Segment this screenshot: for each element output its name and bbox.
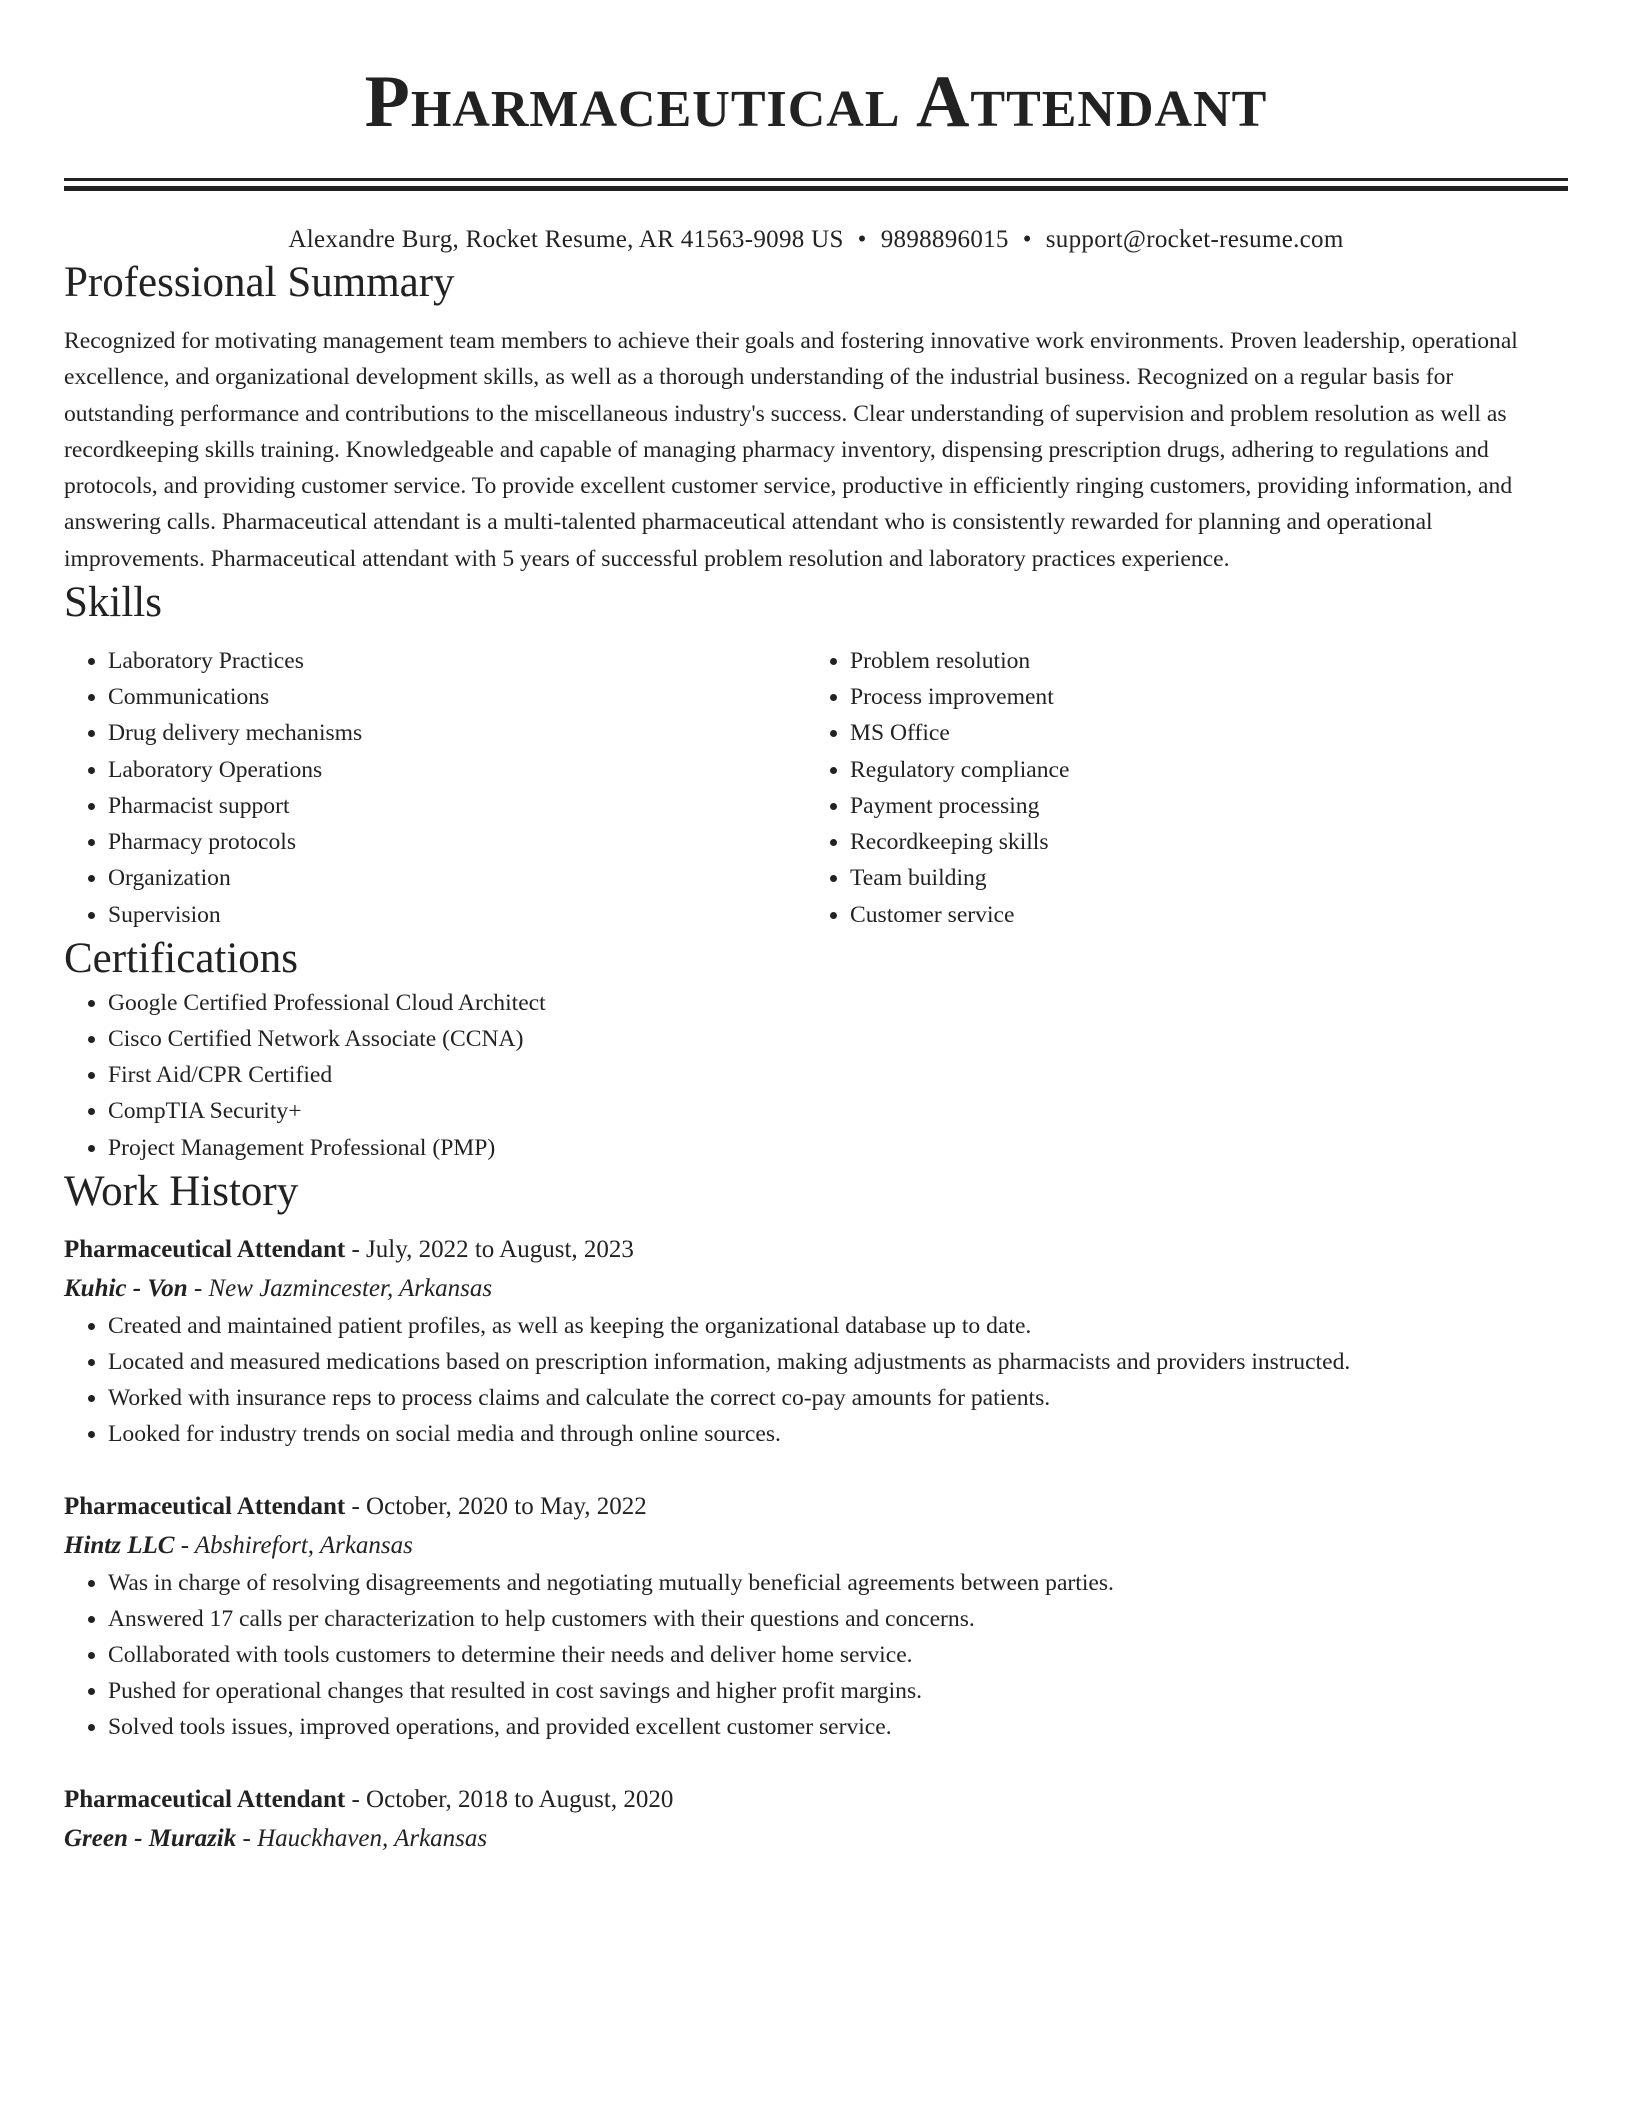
job-location: - Abshirefort, Arkansas: [174, 1531, 413, 1559]
job-location: - Hauckhaven, Arkansas: [236, 1824, 488, 1852]
job-location: - New Jazmincester, Arkansas: [187, 1274, 493, 1302]
job-dates: - October, 2018 to August, 2020: [345, 1785, 674, 1813]
skill-item: • Regulatory compliance: [850, 752, 1548, 788]
job-header: [64, 1230, 1568, 1270]
skills-heading: Skills: [64, 579, 162, 627]
job-company: Green - Murazik: [64, 1824, 237, 1852]
skill-item: • Communications: [108, 679, 806, 715]
skill-item: • Pharmacy protocols: [108, 824, 806, 860]
skill-item: • MS Office: [850, 715, 1548, 751]
title-divider-bottom: [64, 186, 1568, 191]
job-duty-item: • Answered 17 calls per characterization to help customers with their questions and concerns.: [108, 1601, 1568, 1637]
job-duty-item: • Located and measured medications based on prescription information, making adjustments as pharmacists and providers instructed.: [108, 1344, 1568, 1380]
job-role: Pharmaceutical Attendant: [64, 1785, 346, 1813]
job-duties-list: [64, 1308, 1568, 1453]
job-employer-line: [64, 1820, 1568, 1858]
job-duty-item: • Pushed for operational changes that resulted in cost savings and higher profit margins.: [108, 1673, 1568, 1709]
contact-phone: 9898896015: [880, 226, 1009, 253]
skill-item: • Pharmacist support: [108, 788, 806, 824]
job-entry: [64, 1230, 1568, 1453]
work-history-heading: Work History: [64, 1167, 299, 1215]
skill-item: • Customer service: [850, 897, 1548, 933]
job-header: [64, 1780, 1568, 1820]
skill-item: • Drug delivery mechanisms: [108, 715, 806, 751]
job-entry: [64, 1780, 1568, 1858]
job-entry: [64, 1487, 1568, 1746]
title-divider-top: [64, 178, 1568, 181]
job-duties-list: [64, 1565, 1568, 1746]
summary-paragraph: Recognized for motivating management team members to achieve their goals and fostering innovative work environments. Proven leadership, operational excellence, and organizational development skills, as well as a thorough understanding of the industrial business. Recognized on a regular basis for outstanding performance and contributions to the miscellaneous industry's success. Clear understanding of supervision and problem resolution as well as recordkeeping skills training. Knowledgeable and capable of managing pharmacy inventory, dispensing prescription drugs, adhering to regulations and protocols, and providing customer service. To provide excellent customer service, productive in efficiently ringing customers, providing information, and answering calls. Pharmaceutical attendant is a multi-talented pharmaceutical attendant who is consistently rewarded for planning and operational improvements. Pharmaceutical attendant with 5 years of successful problem resolution and laboratory practices experience.: [64, 328, 1518, 572]
skill-item: • Organization: [108, 860, 806, 896]
contact-address: Alexandre Burg, Rocket Resume, AR 41563-9098 US: [288, 226, 844, 253]
job-header: [64, 1487, 1568, 1527]
certifications-heading: Certifications: [64, 934, 299, 982]
job-duty-item: • Collaborated with tools customers to determine their needs and deliver home service.: [108, 1637, 1568, 1673]
job-duty-item: • Created and maintained patient profiles, as well as keeping the organizational database up to date.: [108, 1308, 1568, 1344]
certification-item: • Project Management Professional (PMP): [108, 1130, 1568, 1166]
contact-separator: •: [1022, 226, 1032, 253]
skill-item: • Team building: [850, 860, 1548, 896]
certification-item: • Google Certified Professional Cloud Architect: [108, 985, 1568, 1021]
skills-grid: [64, 643, 1568, 933]
job-company: Hintz LLC: [64, 1531, 175, 1559]
job-duty-item: • Worked with insurance reps to process claims and calculate the correct co-pay amounts for patients.: [108, 1380, 1568, 1416]
skill-item: • Laboratory Practices: [108, 643, 806, 679]
job-role: Pharmaceutical Attendant: [64, 1492, 346, 1520]
contact-line: [64, 223, 1568, 257]
skill-item: • Recordkeeping skills: [850, 824, 1548, 860]
job-employer-line: [64, 1527, 1568, 1565]
certification-item: • First Aid/CPR Certified: [108, 1057, 1568, 1093]
skill-item: • Problem resolution: [850, 643, 1548, 679]
job-duty-item: • Solved tools issues, improved operations, and provided excellent customer service.: [108, 1709, 1568, 1745]
skill-item: • Process improvement: [850, 679, 1548, 715]
job-duty-item: • Looked for industry trends on social media and through online sources.: [108, 1416, 1568, 1452]
job-dates: - October, 2020 to May, 2022: [345, 1492, 647, 1520]
job-role: Pharmaceutical Attendant: [64, 1235, 346, 1263]
contact-separator: •: [857, 226, 867, 253]
skills-list-left: [64, 643, 806, 933]
certification-item: • CompTIA Security+: [108, 1093, 1568, 1129]
resume-title: Pharmaceutical Attendant: [364, 61, 1268, 143]
skill-item: • Payment processing: [850, 788, 1548, 824]
certification-item: • Cisco Certified Network Associate (CCNA): [108, 1021, 1568, 1057]
job-dates: - July, 2022 to August, 2023: [345, 1235, 634, 1263]
job-employer-line: [64, 1270, 1568, 1308]
resume-page: [64, 0, 1568, 1858]
skills-column-right: [806, 643, 1548, 933]
skill-item: • Supervision: [108, 897, 806, 933]
job-company: Kuhic - Von: [64, 1274, 188, 1302]
skills-column-left: [64, 643, 806, 933]
job-duty-item: • Was in charge of resolving disagreements and negotiating mutually beneficial agreements between parties.: [108, 1565, 1568, 1601]
skills-list-right: [806, 643, 1548, 933]
contact-email: support@rocket-resume.com: [1045, 226, 1344, 253]
summary-heading: Professional Summary: [64, 259, 455, 306]
skill-item: • Laboratory Operations: [108, 752, 806, 788]
certifications-list: [64, 985, 1568, 1166]
